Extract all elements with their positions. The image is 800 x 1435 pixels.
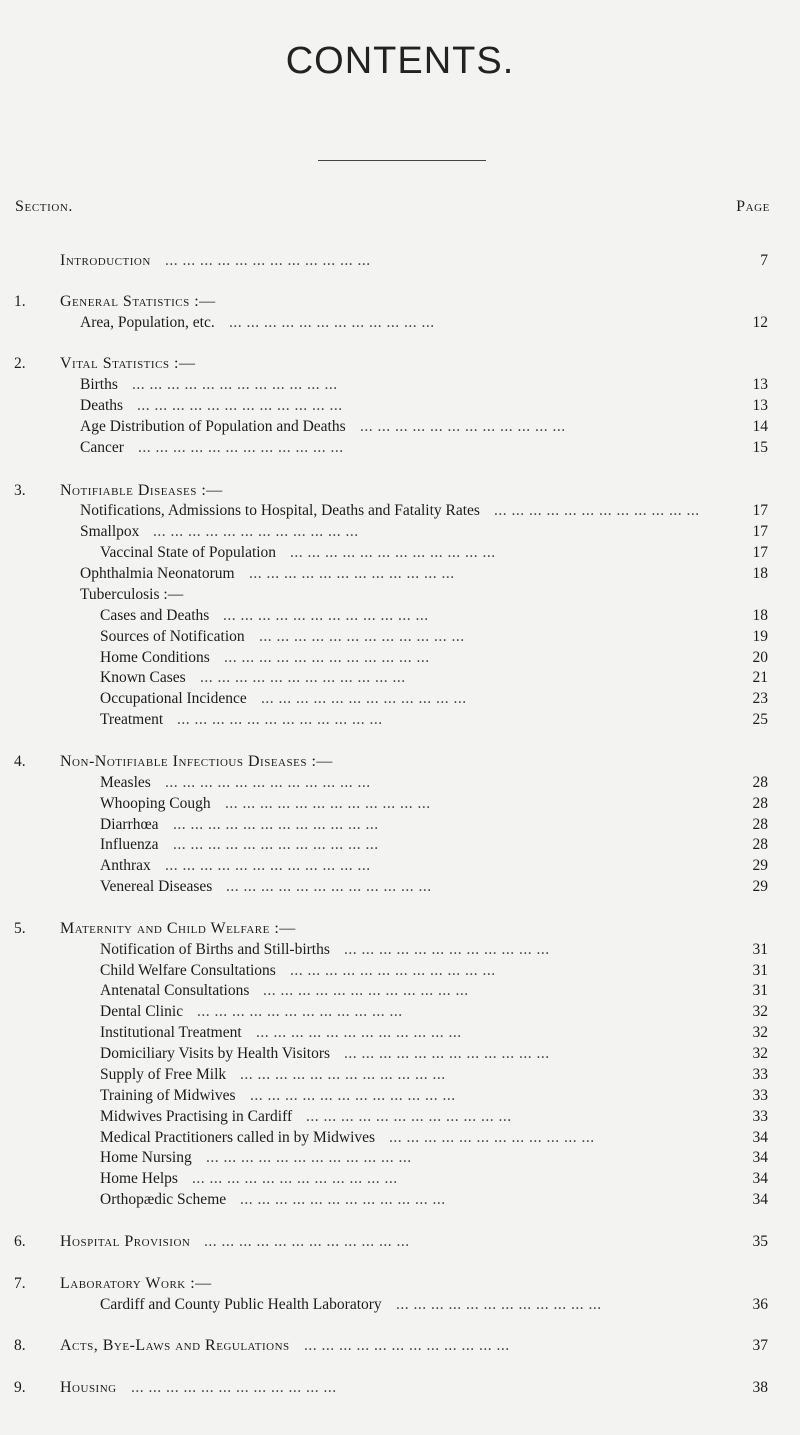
toc-entry — [0, 375, 800, 395]
dot-leader: ... ... ... ... ... ... ... ... ... ... ... ... — [206, 1149, 412, 1166]
page-number: 28 — [752, 774, 768, 791]
section-number: 4. — [14, 753, 26, 770]
toc-entry — [0, 1065, 800, 1085]
section-heading: Vital Statistics :— — [60, 355, 196, 372]
entry-title: Training of Midwives — [100, 1087, 236, 1104]
section-heading: Notifiable Diseases :— — [60, 482, 223, 499]
toc-entry — [0, 1023, 800, 1043]
toc-entry — [0, 668, 800, 688]
title-divider — [318, 160, 486, 161]
entry-title: Home Conditions — [100, 649, 210, 666]
section-number: 6. — [14, 1233, 26, 1250]
section-heading: General Statistics :— — [60, 293, 216, 310]
dot-leader: ... ... ... ... ... ... ... ... ... ... ... ... — [389, 1129, 595, 1146]
toc-entry — [0, 877, 800, 897]
toc-entry — [0, 981, 800, 1001]
entry-title: Orthopædic Scheme — [100, 1191, 227, 1208]
page-number: 19 — [752, 628, 768, 645]
page-column-header: Page — [736, 198, 770, 215]
page-number: 25 — [752, 711, 768, 728]
page-number: 29 — [752, 878, 768, 895]
toc-entry — [0, 710, 800, 730]
section-number: 1. — [14, 293, 26, 310]
page-number: 15 — [752, 439, 768, 456]
page-number: 14 — [752, 418, 768, 435]
dot-leader: ... ... ... ... ... ... ... ... ... ... ... ... — [396, 1296, 602, 1313]
section-number: 3. — [14, 482, 26, 499]
page-number: 17 — [752, 502, 768, 519]
dot-leader: ... ... ... ... ... ... ... ... ... ... ... ... — [344, 941, 550, 958]
entry-title: Influenza — [100, 836, 159, 853]
toc-entry — [0, 606, 800, 626]
entry-title: Births — [80, 376, 118, 393]
toc-entry — [0, 815, 800, 835]
toc-entry — [0, 1274, 800, 1294]
dot-leader: ... ... ... ... ... ... ... ... ... ... ... ... — [132, 376, 338, 393]
dot-leader: ... ... ... ... ... ... ... ... ... ... ... ... — [304, 1337, 510, 1354]
toc-entry — [0, 648, 800, 668]
entry-title: Supply of Free Milk — [100, 1066, 227, 1083]
toc-entry — [0, 543, 800, 563]
entry-title: Dental Clinic — [100, 1003, 184, 1020]
page-number: 37 — [752, 1337, 768, 1354]
toc-entry — [0, 1107, 800, 1127]
page-number: 34 — [752, 1191, 768, 1208]
dot-leader: ... ... ... ... ... ... ... ... ... ... ... ... — [153, 523, 359, 540]
page-number: 28 — [752, 816, 768, 833]
page-number: 32 — [752, 1045, 768, 1062]
toc-entry — [0, 1378, 800, 1398]
toc-entry — [0, 1086, 800, 1106]
section-number: 5. — [14, 920, 26, 937]
page-number: 34 — [752, 1149, 768, 1166]
page-number: 31 — [752, 962, 768, 979]
toc-entry — [0, 396, 800, 416]
toc-entry — [0, 773, 800, 793]
section-heading: Laboratory Work :— — [60, 1275, 212, 1292]
entry-title: Whooping Cough — [100, 795, 211, 812]
toc-entry — [0, 585, 800, 605]
page-number: 17 — [752, 523, 768, 540]
dot-leader: ... ... ... ... ... ... ... ... ... ... ... ... — [290, 544, 496, 561]
toc-entry — [0, 689, 800, 709]
toc-entry — [0, 251, 800, 271]
entry-title: Notification of Births and Still-births — [100, 941, 330, 958]
entry-title: Cases and Deaths — [100, 607, 210, 624]
section-heading: Maternity and Child Welfare :— — [60, 920, 296, 937]
section-heading: Non-Notifiable Infectious Diseases :— — [60, 753, 333, 770]
entry-title: Medical Practitioners called in by Midwives — [100, 1129, 376, 1146]
page-number: 28 — [752, 836, 768, 853]
page-number: 17 — [752, 544, 768, 561]
dot-leader: ... ... ... ... ... ... ... ... ... ... ... ... — [173, 816, 379, 833]
entry-title: Vaccinal State of Population — [100, 544, 277, 561]
entry-title: Domiciliary Visits by Health Visitors — [100, 1045, 331, 1062]
page-number: 33 — [752, 1108, 768, 1125]
dot-leader: ... ... ... ... ... ... ... ... ... ... ... ... — [306, 1108, 512, 1125]
dot-leader: ... ... ... ... ... ... ... ... ... ... ... ... — [360, 418, 566, 435]
dot-leader: ... ... ... ... ... ... ... ... ... ... ... ... — [137, 397, 343, 414]
page-number: 35 — [752, 1233, 768, 1250]
page-number: 18 — [752, 565, 768, 582]
page-number: 28 — [752, 795, 768, 812]
dot-leader: ... ... ... ... ... ... ... ... ... ... ... ... — [494, 502, 700, 519]
section-number: 2. — [14, 355, 26, 372]
section-heading: Acts, Bye-Laws and Regulations — [60, 1337, 290, 1354]
toc-entry — [0, 438, 800, 458]
page-title: CONTENTS. — [285, 40, 515, 82]
dot-leader: ... ... ... ... ... ... ... ... ... ... ... ... — [131, 1379, 337, 1396]
entry-title: Area, Population, etc. — [80, 314, 215, 331]
page-number: 33 — [752, 1087, 768, 1104]
dot-leader: ... ... ... ... ... ... ... ... ... ... ... ... — [263, 982, 469, 999]
toc-entry — [0, 522, 800, 542]
section-number: 8. — [14, 1337, 26, 1354]
entry-title: Ophthalmia Neonatorum — [80, 565, 235, 582]
toc-entry — [0, 1128, 800, 1148]
dot-leader: ... ... ... ... ... ... ... ... ... ... ... ... — [261, 690, 467, 707]
toc-entry — [0, 940, 800, 960]
dot-leader: ... ... ... ... ... ... ... ... ... ... ... ... — [259, 628, 465, 645]
page-number: 34 — [752, 1170, 768, 1187]
entry-title: Cardiff and County Public Health Laboratory — [100, 1296, 382, 1313]
entry-title: Diarrhœa — [100, 816, 159, 833]
toc-entry — [0, 1295, 800, 1315]
page-number: 18 — [752, 607, 768, 624]
entry-title: Venereal Diseases — [100, 878, 213, 895]
entry-title: Anthrax — [100, 857, 151, 874]
entry-title: Sources of Notification — [100, 628, 245, 645]
page-number: 29 — [752, 857, 768, 874]
section-heading: Introduction — [60, 252, 151, 269]
entry-title: Midwives Practising in Cardiff — [100, 1108, 293, 1125]
entry-title: Home Helps — [100, 1170, 178, 1187]
toc-entry — [0, 794, 800, 814]
dot-leader: ... ... ... ... ... ... ... ... ... ... ... ... — [192, 1170, 398, 1187]
toc-entry — [0, 1190, 800, 1210]
page-number: 7 — [760, 252, 768, 269]
toc-entry — [0, 292, 800, 312]
page-number: 31 — [752, 941, 768, 958]
entry-title: Institutional Treatment — [100, 1024, 242, 1041]
section-number: 7. — [14, 1275, 26, 1292]
dot-leader: ... ... ... ... ... ... ... ... ... ... ... ... — [290, 962, 496, 979]
dot-leader: ... ... ... ... ... ... ... ... ... ... ... ... — [226, 878, 432, 895]
page-number: 33 — [752, 1066, 768, 1083]
entry-title: Smallpox — [80, 523, 140, 540]
toc-entry — [0, 627, 800, 647]
entry-title: Known Cases — [100, 669, 186, 686]
page-number: 20 — [752, 649, 768, 666]
entry-title: Home Nursing — [100, 1149, 192, 1166]
toc-entry — [0, 752, 800, 772]
section-heading: Housing — [60, 1379, 117, 1396]
entry-title: Tuberculosis :— — [80, 586, 184, 603]
toc-entry — [0, 1336, 800, 1356]
entry-title: Cancer — [80, 439, 124, 456]
toc-entry — [0, 1044, 800, 1064]
dot-leader: ... ... ... ... ... ... ... ... ... ... ... ... — [138, 439, 344, 456]
section-number: 9. — [14, 1379, 26, 1396]
dot-leader: ... ... ... ... ... ... ... ... ... ... ... ... — [240, 1191, 446, 1208]
section-column-header: Section. — [15, 198, 74, 215]
dot-leader: ... ... ... ... ... ... ... ... ... ... ... ... — [165, 857, 371, 874]
toc-entry — [0, 835, 800, 855]
page-number: 21 — [752, 669, 768, 686]
page-number: 32 — [752, 1003, 768, 1020]
dot-leader: ... ... ... ... ... ... ... ... ... ... ... ... — [223, 607, 429, 624]
toc-entry — [0, 417, 800, 437]
dot-leader: ... ... ... ... ... ... ... ... ... ... ... ... — [229, 314, 435, 331]
page-number: 13 — [752, 397, 768, 414]
entry-title: Age Distribution of Population and Deaths — [80, 418, 346, 435]
toc-entry — [0, 919, 800, 939]
entry-title: Notifications, Admissions to Hospital, Deaths and Fatality Rates — [80, 502, 480, 519]
toc-entry — [0, 961, 800, 981]
dot-leader: ... ... ... ... ... ... ... ... ... ... ... ... — [344, 1045, 550, 1062]
toc-entry — [0, 856, 800, 876]
page-number: 32 — [752, 1024, 768, 1041]
toc-entry — [0, 1232, 800, 1252]
toc-entry — [0, 501, 800, 521]
entry-title: Occupational Incidence — [100, 690, 247, 707]
dot-leader: ... ... ... ... ... ... ... ... ... ... ... ... — [224, 649, 430, 666]
page-number: 38 — [752, 1379, 768, 1396]
toc-entry — [0, 1002, 800, 1022]
page-number: 36 — [752, 1296, 768, 1313]
page-number: 23 — [752, 690, 768, 707]
toc-entry — [0, 313, 800, 333]
dot-leader: ... ... ... ... ... ... ... ... ... ... ... ... — [240, 1066, 446, 1083]
entry-title: Deaths — [80, 397, 124, 414]
page-number: 12 — [752, 314, 768, 331]
page-number: 34 — [752, 1129, 768, 1146]
entry-title: Child Welfare Consultations — [100, 962, 276, 979]
entry-title: Treatment — [100, 711, 164, 728]
section-heading: Hospital Provision — [60, 1233, 191, 1250]
dot-leader: ... ... ... ... ... ... ... ... ... ... ... ... — [177, 711, 383, 728]
page-number: 13 — [752, 376, 768, 393]
page-number: 31 — [752, 982, 768, 999]
entry-title: Measles — [100, 774, 151, 791]
toc-entry — [0, 564, 800, 584]
dot-leader: ... ... ... ... ... ... ... ... ... ... ... ... — [225, 795, 431, 812]
dot-leader: ... ... ... ... ... ... ... ... ... ... ... ... — [204, 1233, 410, 1250]
entry-title: Antenatal Consultations — [100, 982, 250, 999]
dot-leader: ... ... ... ... ... ... ... ... ... ... ... ... — [165, 774, 371, 791]
toc-entry — [0, 1169, 800, 1189]
dot-leader: ... ... ... ... ... ... ... ... ... ... ... ... — [256, 1024, 462, 1041]
dot-leader: ... ... ... ... ... ... ... ... ... ... ... ... — [250, 1087, 456, 1104]
toc-entry — [0, 481, 800, 501]
toc-entry — [0, 354, 800, 374]
dot-leader: ... ... ... ... ... ... ... ... ... ... ... ... — [249, 565, 455, 582]
dot-leader: ... ... ... ... ... ... ... ... ... ... ... ... — [200, 669, 406, 686]
toc-entry — [0, 1148, 800, 1168]
dot-leader: ... ... ... ... ... ... ... ... ... ... ... ... — [165, 252, 371, 269]
dot-leader: ... ... ... ... ... ... ... ... ... ... ... ... — [197, 1003, 403, 1020]
dot-leader: ... ... ... ... ... ... ... ... ... ... ... ... — [173, 836, 379, 853]
